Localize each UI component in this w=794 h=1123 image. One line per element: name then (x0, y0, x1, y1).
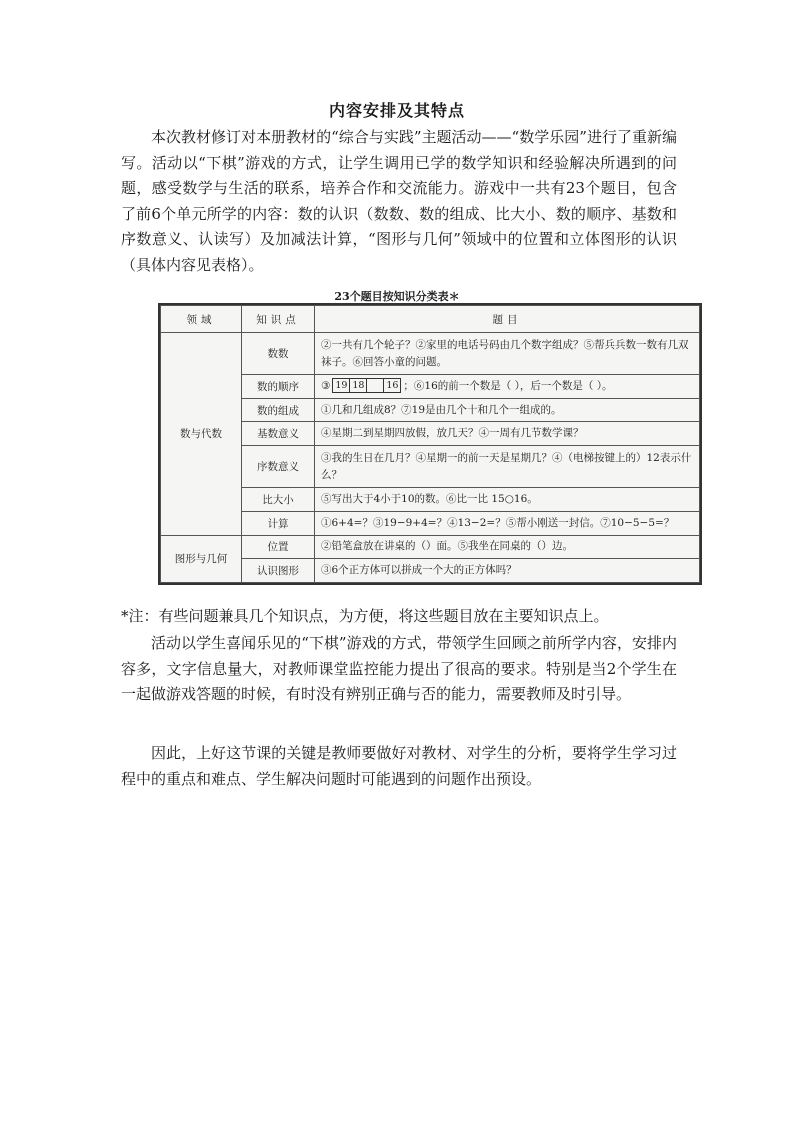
table-row (161, 398, 700, 422)
activity-paragraph (121, 631, 677, 708)
question-cell: ③6个正方体可以拼成一个大的正方体吗？ (315, 559, 700, 583)
knowledge-point-cell: 数数 (242, 333, 315, 375)
question-cell: ②铅笔盒放在讲桌的（）面。⑤我坐在同桌的（）边。 (315, 535, 700, 559)
table-row (161, 488, 700, 512)
conclusion-paragraph-text: 因此，上好这节课的关键是教师要做好对教材、对学生的分析，要将学生学习过程中的重点和难点、学生解决问题时可能遇到的问题作出预设。 (121, 744, 677, 788)
sequence-box: 19 (333, 379, 350, 392)
question-cell: ①几和几组成8？⑦19是由几个十和几个一组成的。 (315, 398, 700, 422)
question-cell: ⑤写出大于4小于10的数。⑥比一比 15○16。 (315, 488, 700, 512)
knowledge-table (160, 305, 700, 583)
table-row (161, 535, 700, 559)
intro-paragraph-text: 本次教材修订对本册教材的“综合与实践”主题活动——“数学乐园”进行了重新编写。活动以“下棋”游戏的方式，让学生调用已学的数学知识和经验解决所遇到的问题，感受数学与生活的联系，培养合作和交流能力。游戏中一共有23个题目，包含了前6个单元所学的内容：数的认识（数数、数的组成、比大小、数的顺序、基数和序数意义、认读写）及加减法计算，“图形与几何”领域中的位置和立体图形的认识（具体内容见表格）。 (121, 128, 677, 274)
table-row (161, 446, 700, 488)
table-footnote: *注：有些问题兼具几个知识点，为方便，将这些题目放在主要知识点上。 (121, 607, 609, 625)
table-row (161, 422, 700, 446)
sequence-box: 16 (386, 380, 399, 392)
sequence-box (367, 379, 384, 392)
knowledge-point-cell: 位置 (242, 535, 315, 559)
sequence-box: 18 (350, 379, 367, 392)
knowledge-point-cell: 计算 (242, 511, 315, 535)
question-cell: ②一共有几个轮子？②家里的电话号码由几个数字组成？⑤帮兵兵数一数有几双袜子。⑥回答小童的问题。 (315, 333, 700, 375)
header-knowledge-point: 知识点 (242, 306, 315, 333)
question-cell: ①6+4=？③19−9+4=？④13−2=？⑤帮小刚送一封信。⑦10−5−5=？ (315, 511, 700, 535)
conclusion-paragraph (121, 741, 677, 792)
table-caption: 23个题目按知识分类表＊ (334, 290, 460, 303)
question-cell: ④星期二到星期四放假，放几天？④一周有几节数学课？ (315, 422, 700, 446)
intro-paragraph (121, 125, 677, 278)
question-prefix: ③ (321, 379, 331, 392)
knowledge-point-cell: 认识图形 (242, 559, 315, 583)
table-row (161, 333, 700, 375)
question-suffix: ；⑥16的前一个数是（ ），后一个数是（ ）。 (403, 379, 613, 392)
knowledge-point-cell: 数的组成 (242, 398, 315, 422)
knowledge-point-cell: 基数意义 (242, 422, 315, 446)
knowledge-table-frame (158, 303, 702, 585)
page-title: 内容安排及其特点 (328, 101, 465, 120)
domain-number-algebra: 数与代数 (161, 333, 242, 536)
number-sequence-boxes (332, 378, 401, 393)
question-cell: ③我的生日在几月？④星期一的前一天是星期几？④（电梯按键上的）12表示什么？ (315, 446, 700, 488)
knowledge-point-cell: 比大小 (242, 488, 315, 512)
table-row (161, 559, 700, 583)
knowledge-point-cell: 序数意义 (242, 446, 315, 488)
knowledge-point-cell: 数的顺序 (242, 375, 315, 399)
table-row (161, 375, 700, 399)
domain-geometry: 图形与几何 (161, 535, 242, 582)
question-cell (315, 375, 700, 399)
table-header-row (161, 306, 700, 333)
header-domain: 领域 (161, 306, 242, 333)
table-row (161, 511, 700, 535)
activity-paragraph-text: 活动以学生喜闻乐见的“下棋”游戏的方式，带领学生回顾之前所学内容，安排内容多，文字信息量大，对教师课堂监控能力提出了很高的要求。特别是当2个学生在一起做游戏答题的时候，有时没有辨别正确与否的能力，需要教师及时引导。 (121, 634, 677, 703)
header-question: 题目 (315, 306, 700, 333)
